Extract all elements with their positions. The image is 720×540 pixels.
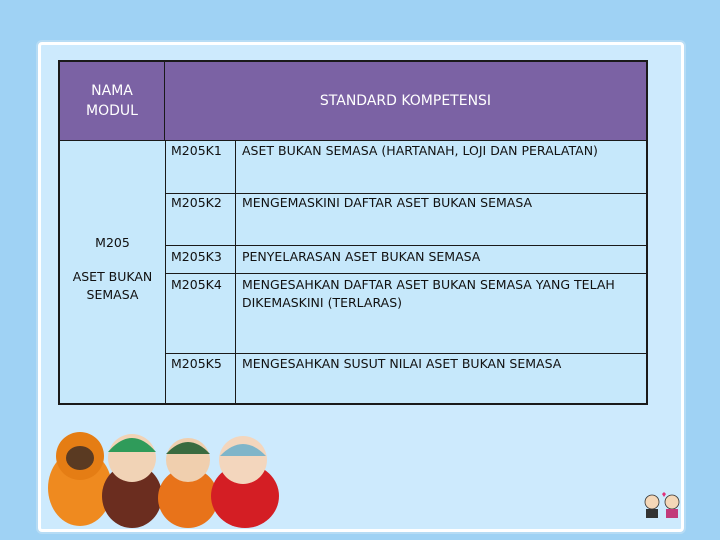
cartoon-figures-illustration xyxy=(40,418,280,528)
header-standard-kompetensi: STANDARD KOMPETENSI xyxy=(165,62,646,140)
row-code: M205K3 xyxy=(171,249,222,264)
couple-clipart-icon xyxy=(638,490,688,520)
row-code: M205K1 xyxy=(171,143,222,158)
row-desc: MENGESAHKAN SUSUT NILAI ASET BUKAN SEMASA xyxy=(242,356,562,371)
module-cell xyxy=(60,234,165,304)
row-code: M205K5 xyxy=(171,356,222,371)
table-divider xyxy=(60,140,646,141)
table-divider xyxy=(165,353,646,354)
competency-table xyxy=(58,60,648,405)
module-name-line1: ASET BUKAN xyxy=(72,269,153,284)
row-desc: MENGEMASKINI DAFTAR ASET BUKAN SEMASA xyxy=(242,195,533,210)
table-divider xyxy=(235,140,236,403)
row-code: M205K4 xyxy=(171,277,222,292)
row-desc: PENYELARASAN ASET BUKAN SEMASA xyxy=(242,249,481,264)
figure-green-hat xyxy=(108,438,156,452)
row-code: M205K2 xyxy=(171,195,222,210)
row-desc: MENGESAHKAN DAFTAR ASET BUKAN SEMASA YANG TELAH DIKEMASKINI (TERLARAS) xyxy=(242,277,615,310)
row-desc: ASET BUKAN SEMASA (HARTANAH, LOJI DAN PERALATAN) xyxy=(242,143,598,158)
figure-orange-face xyxy=(66,446,94,470)
header-nama-modul: NAMA MODUL xyxy=(60,62,165,140)
table-divider xyxy=(165,273,646,274)
table-divider xyxy=(165,245,646,246)
module-name-line2: SEMASA xyxy=(86,287,139,302)
figure-cap xyxy=(166,442,210,454)
module-code: M205 xyxy=(95,235,130,250)
table-divider xyxy=(165,140,166,403)
figure-face xyxy=(219,436,267,484)
